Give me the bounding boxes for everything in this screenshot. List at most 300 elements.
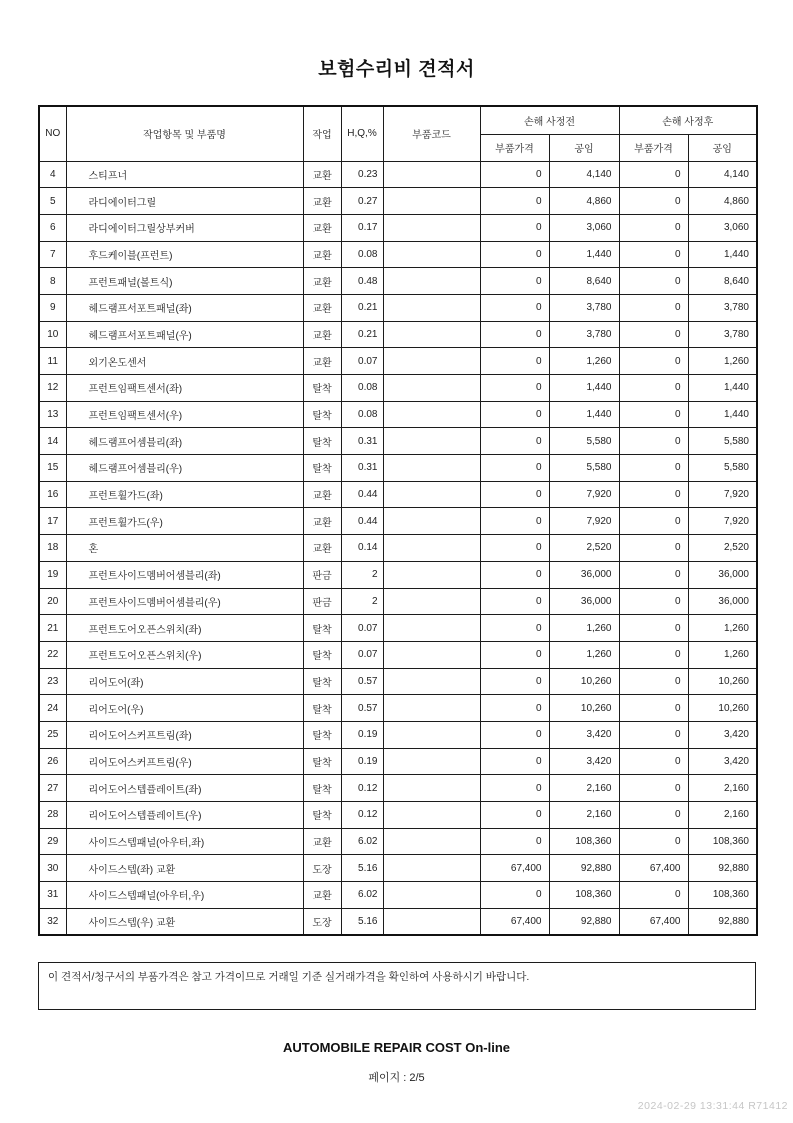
estimate-table: [38, 105, 758, 936]
cell-work-type: 탈착: [303, 428, 341, 455]
table-row: [39, 748, 757, 775]
table-row: [39, 641, 757, 668]
table-row: [39, 348, 757, 375]
cell-no: 30: [39, 855, 66, 882]
cell-item-name: 리어도어스텝플레이트(좌): [66, 775, 303, 802]
cell-item-name: 헤드램프서포트패널(좌): [66, 294, 303, 321]
table-row: [39, 721, 757, 748]
header-no: NO: [39, 106, 66, 161]
cell-hq-percent: 0.31: [341, 428, 383, 455]
table-row: [39, 188, 757, 215]
table-row: [39, 481, 757, 508]
cell-before-labor: 4,140: [549, 161, 619, 188]
cell-item-name: 프런트사이드멤버어셈블리(좌): [66, 561, 303, 588]
cell-item-name: 리어도어스텝플레이트(우): [66, 802, 303, 829]
cell-after-labor: 1,260: [688, 641, 757, 668]
cell-no: 17: [39, 508, 66, 535]
cell-before-part-price: 0: [480, 241, 549, 268]
cell-item-name: 후드케이블(프런트): [66, 241, 303, 268]
cell-before-part-price: 0: [480, 588, 549, 615]
table-row: [39, 161, 757, 188]
cell-after-labor: 108,360: [688, 828, 757, 855]
table-row: [39, 375, 757, 402]
cell-after-part-price: 0: [619, 428, 688, 455]
cell-item-name: 스티프너: [66, 161, 303, 188]
cell-item-name: 리어도어스커프트림(좌): [66, 721, 303, 748]
cell-before-labor: 3,420: [549, 721, 619, 748]
cell-after-part-price: 0: [619, 348, 688, 375]
cell-before-part-price: 0: [480, 428, 549, 455]
cell-work-type: 탈착: [303, 615, 341, 642]
cell-before-labor: 10,260: [549, 668, 619, 695]
cell-after-part-price: 0: [619, 615, 688, 642]
cell-part-code: [383, 641, 480, 668]
cell-before-part-price: 0: [480, 214, 549, 241]
cell-part-code: [383, 695, 480, 722]
cell-after-part-price: 0: [619, 214, 688, 241]
footer-brand: AUTOMOBILE REPAIR COST On-line: [282, 1040, 511, 1055]
cell-part-code: [383, 455, 480, 482]
notice-box: [38, 962, 756, 1010]
cell-before-labor: 7,920: [549, 481, 619, 508]
cell-before-part-price: 0: [480, 775, 549, 802]
cell-work-type: 교환: [303, 348, 341, 375]
cell-item-name: 프런트도어오픈스위치(좌): [66, 615, 303, 642]
cell-part-code: [383, 321, 480, 348]
table-row: [39, 561, 757, 588]
cell-part-code: [383, 748, 480, 775]
cell-hq-percent: 0.21: [341, 321, 383, 348]
cell-after-labor: 7,920: [688, 481, 757, 508]
cell-after-part-price: 0: [619, 321, 688, 348]
cell-item-name: 사이드스텝패널(아우터,우): [66, 882, 303, 909]
cell-after-part-price: 0: [619, 882, 688, 909]
cell-item-name: 혼: [66, 535, 303, 562]
cell-before-part-price: 0: [480, 828, 549, 855]
cell-after-labor: 3,420: [688, 748, 757, 775]
table-row: [39, 908, 757, 935]
cell-after-labor: 108,360: [688, 882, 757, 909]
cell-before-labor: 1,440: [549, 401, 619, 428]
cell-work-type: 탈착: [303, 668, 341, 695]
cell-hq-percent: 0.44: [341, 508, 383, 535]
table-header: [39, 106, 757, 161]
cell-no: 29: [39, 828, 66, 855]
cell-before-part-price: 0: [480, 882, 549, 909]
cell-item-name: 프런트도어오픈스위치(우): [66, 641, 303, 668]
cell-before-part-price: 0: [480, 695, 549, 722]
cell-before-labor: 36,000: [549, 561, 619, 588]
cell-before-labor: 10,260: [549, 695, 619, 722]
cell-work-type: 판금: [303, 588, 341, 615]
cell-hq-percent: 0.07: [341, 348, 383, 375]
table-row: [39, 695, 757, 722]
cell-after-part-price: 0: [619, 508, 688, 535]
cell-work-type: 탈착: [303, 695, 341, 722]
cell-hq-percent: 0.14: [341, 535, 383, 562]
cell-item-name: 헤드램프서포트패널(우): [66, 321, 303, 348]
cell-after-part-price: 0: [619, 641, 688, 668]
cell-part-code: [383, 802, 480, 829]
cell-hq-percent: 0.57: [341, 695, 383, 722]
cell-after-labor: 10,260: [688, 668, 757, 695]
cell-before-labor: 1,260: [549, 348, 619, 375]
cell-item-name: 프런트휠가드(좌): [66, 481, 303, 508]
cell-after-labor: 4,860: [688, 188, 757, 215]
cell-hq-percent: 0.08: [341, 241, 383, 268]
cell-item-name: 사이드스텝(좌) 교환: [66, 855, 303, 882]
header-before-labor: 공임: [549, 134, 619, 161]
header-part-code: 부품코드: [383, 106, 480, 161]
cell-work-type: 도장: [303, 908, 341, 935]
cell-item-name: 사이드스텝패널(아우터,좌): [66, 828, 303, 855]
cell-after-labor: 4,140: [688, 161, 757, 188]
cell-before-labor: 3,780: [549, 321, 619, 348]
cell-no: 21: [39, 615, 66, 642]
cell-work-type: 교환: [303, 882, 341, 909]
table-row: [39, 882, 757, 909]
cell-before-labor: 108,360: [549, 882, 619, 909]
cell-no: 7: [39, 241, 66, 268]
cell-item-name: 라디에이터그릴: [66, 188, 303, 215]
cell-work-type: 교환: [303, 321, 341, 348]
cell-after-labor: 1,440: [688, 375, 757, 402]
cell-before-part-price: 0: [480, 161, 549, 188]
cell-item-name: 사이드스텝(우) 교환: [66, 908, 303, 935]
cell-work-type: 탈착: [303, 641, 341, 668]
cell-after-part-price: 0: [619, 588, 688, 615]
cell-after-part-price: 0: [619, 481, 688, 508]
cell-after-part-price: 0: [619, 401, 688, 428]
cell-after-labor: 3,060: [688, 214, 757, 241]
cell-work-type: 교환: [303, 294, 341, 321]
table-row: [39, 455, 757, 482]
table-row: [39, 241, 757, 268]
cell-part-code: [383, 508, 480, 535]
cell-hq-percent: 0.21: [341, 294, 383, 321]
cell-before-labor: 1,440: [549, 241, 619, 268]
cell-no: 27: [39, 775, 66, 802]
cell-before-labor: 2,160: [549, 775, 619, 802]
table-row: [39, 508, 757, 535]
cell-hq-percent: 0.12: [341, 775, 383, 802]
cell-work-type: 교환: [303, 535, 341, 562]
cell-item-name: 리어도어(좌): [66, 668, 303, 695]
cell-no: 15: [39, 455, 66, 482]
cell-after-labor: 1,260: [688, 348, 757, 375]
cell-work-type: 탈착: [303, 775, 341, 802]
cell-no: 8: [39, 268, 66, 295]
cell-hq-percent: 0.08: [341, 401, 383, 428]
cell-before-labor: 7,920: [549, 508, 619, 535]
cell-before-labor: 5,580: [549, 428, 619, 455]
cell-item-name: 리어도어(우): [66, 695, 303, 722]
cell-after-labor: 5,580: [688, 455, 757, 482]
cell-part-code: [383, 294, 480, 321]
cell-no: 26: [39, 748, 66, 775]
cell-item-name: 프런트사이드멤버어셈블리(우): [66, 588, 303, 615]
cell-hq-percent: 0.12: [341, 802, 383, 829]
cell-item-name: 프런트휠가드(우): [66, 508, 303, 535]
table-row: [39, 828, 757, 855]
cell-hq-percent: 0.07: [341, 615, 383, 642]
cell-hq-percent: 0.48: [341, 268, 383, 295]
cell-hq-percent: 5.16: [341, 855, 383, 882]
cell-after-labor: 8,640: [688, 268, 757, 295]
cell-after-part-price: 0: [619, 695, 688, 722]
cell-part-code: [383, 721, 480, 748]
cell-before-part-price: 67,400: [480, 908, 549, 935]
cell-part-code: [383, 588, 480, 615]
cell-hq-percent: 0.17: [341, 214, 383, 241]
header-after-part-price: 부품가격: [619, 134, 688, 161]
cell-hq-percent: 0.44: [341, 481, 383, 508]
cell-part-code: [383, 775, 480, 802]
cell-hq-percent: 5.16: [341, 908, 383, 935]
cell-no: 6: [39, 214, 66, 241]
cell-item-name: 리어도어스커프트림(우): [66, 748, 303, 775]
cell-work-type: 탈착: [303, 748, 341, 775]
table-row: [39, 321, 757, 348]
header-hq: H,Q,%: [341, 106, 383, 161]
cell-before-labor: 3,060: [549, 214, 619, 241]
cell-after-part-price: 0: [619, 188, 688, 215]
cell-before-part-price: 0: [480, 481, 549, 508]
cell-no: 23: [39, 668, 66, 695]
cell-before-part-price: 0: [480, 294, 549, 321]
table-row: [39, 855, 757, 882]
cell-before-labor: 3,780: [549, 294, 619, 321]
cell-no: 25: [39, 721, 66, 748]
cell-before-part-price: 0: [480, 721, 549, 748]
cell-after-part-price: 0: [619, 668, 688, 695]
cell-work-type: 교환: [303, 268, 341, 295]
cell-before-labor: 92,880: [549, 855, 619, 882]
cell-work-type: 탈착: [303, 455, 341, 482]
cell-hq-percent: 0.23: [341, 161, 383, 188]
cell-before-part-price: 0: [480, 615, 549, 642]
cell-work-type: 탈착: [303, 721, 341, 748]
cell-no: 31: [39, 882, 66, 909]
cell-before-part-price: 0: [480, 348, 549, 375]
cell-before-labor: 3,420: [549, 748, 619, 775]
cell-work-type: 도장: [303, 855, 341, 882]
table-row: [39, 401, 757, 428]
cell-after-part-price: 0: [619, 241, 688, 268]
cell-before-labor: 2,520: [549, 535, 619, 562]
cell-no: 10: [39, 321, 66, 348]
cell-after-part-price: 0: [619, 748, 688, 775]
cell-item-name: 프런트임팩트센서(좌): [66, 375, 303, 402]
cell-no: 11: [39, 348, 66, 375]
notice-text: 이 견적서/청구서의 부품가격은 참고 가격이므로 거래일 기준 실거래가격을 확인하여 사용하시기 바랍니다.: [48, 971, 530, 983]
table-row: [39, 668, 757, 695]
cell-before-part-price: 0: [480, 508, 549, 535]
cell-hq-percent: 2: [341, 588, 383, 615]
cell-before-part-price: 0: [480, 455, 549, 482]
cell-part-code: [383, 561, 480, 588]
cell-no: 28: [39, 802, 66, 829]
cell-after-part-price: 0: [619, 455, 688, 482]
cell-after-part-price: 67,400: [619, 908, 688, 935]
cell-item-name: 헤드램프어셈블리(좌): [66, 428, 303, 455]
cell-no: 18: [39, 535, 66, 562]
header-before-part-price: 부품가격: [480, 134, 549, 161]
table-row: [39, 268, 757, 295]
cell-item-name: 외기온도센서: [66, 348, 303, 375]
cell-after-part-price: 0: [619, 294, 688, 321]
header-after-assessment: 손해 사정후: [619, 106, 757, 134]
cell-part-code: [383, 428, 480, 455]
cell-after-part-price: 0: [619, 775, 688, 802]
cell-before-labor: 1,440: [549, 375, 619, 402]
cell-after-labor: 1,440: [688, 401, 757, 428]
cell-before-part-price: 0: [480, 375, 549, 402]
cell-after-part-price: 0: [619, 828, 688, 855]
cell-part-code: [383, 908, 480, 935]
cell-after-labor: 92,880: [688, 908, 757, 935]
cell-after-part-price: 0: [619, 802, 688, 829]
cell-hq-percent: 0.08: [341, 375, 383, 402]
cell-part-code: [383, 535, 480, 562]
cell-before-part-price: 0: [480, 641, 549, 668]
table-row: [39, 214, 757, 241]
cell-after-labor: 3,780: [688, 321, 757, 348]
cell-after-labor: 1,260: [688, 615, 757, 642]
cell-before-labor: 8,640: [549, 268, 619, 295]
cell-hq-percent: 0.19: [341, 721, 383, 748]
cell-before-part-price: 0: [480, 268, 549, 295]
cell-work-type: 판금: [303, 561, 341, 588]
cell-item-name: 헤드램프어셈블리(우): [66, 455, 303, 482]
cell-item-name: 프런트패널(볼트식): [66, 268, 303, 295]
cell-before-part-price: 0: [480, 535, 549, 562]
footer-page-number: 페이지 : 2/5: [368, 1072, 425, 1084]
cell-work-type: 교환: [303, 241, 341, 268]
cell-before-part-price: 67,400: [480, 855, 549, 882]
cell-after-labor: 3,420: [688, 721, 757, 748]
cell-hq-percent: 0.19: [341, 748, 383, 775]
cell-part-code: [383, 241, 480, 268]
cell-part-code: [383, 214, 480, 241]
cell-hq-percent: 0.57: [341, 668, 383, 695]
cell-hq-percent: 0.27: [341, 188, 383, 215]
cell-after-part-price: 0: [619, 268, 688, 295]
cell-work-type: 탈착: [303, 802, 341, 829]
cell-part-code: [383, 668, 480, 695]
cell-before-part-price: 0: [480, 802, 549, 829]
cell-part-code: [383, 401, 480, 428]
cell-after-labor: 2,160: [688, 775, 757, 802]
cell-hq-percent: 0.31: [341, 455, 383, 482]
cell-no: 24: [39, 695, 66, 722]
header-before-assessment: 손해 사정전: [480, 106, 619, 134]
cell-after-labor: 10,260: [688, 695, 757, 722]
cell-work-type: 교환: [303, 188, 341, 215]
cell-before-labor: 2,160: [549, 802, 619, 829]
table-row: [39, 775, 757, 802]
cell-after-labor: 3,780: [688, 294, 757, 321]
cell-after-part-price: 0: [619, 375, 688, 402]
cell-before-part-price: 0: [480, 401, 549, 428]
cell-no: 16: [39, 481, 66, 508]
cell-after-part-price: 0: [619, 561, 688, 588]
cell-after-part-price: 0: [619, 535, 688, 562]
cell-part-code: [383, 268, 480, 295]
cell-hq-percent: 6.02: [341, 882, 383, 909]
cell-item-name: 라디에이터그릴상부커버: [66, 214, 303, 241]
cell-after-labor: 36,000: [688, 561, 757, 588]
cell-before-labor: 92,880: [549, 908, 619, 935]
cell-item-name: 프런트임팩트센서(우): [66, 401, 303, 428]
cell-part-code: [383, 375, 480, 402]
header-item: 작업항목 및 부품명: [66, 106, 303, 161]
header-work: 작업: [303, 106, 341, 161]
cell-part-code: [383, 481, 480, 508]
cell-before-part-price: 0: [480, 748, 549, 775]
table-row: [39, 535, 757, 562]
cell-after-part-price: 67,400: [619, 855, 688, 882]
cell-work-type: 교환: [303, 481, 341, 508]
cell-part-code: [383, 188, 480, 215]
cell-before-labor: 108,360: [549, 828, 619, 855]
table-row: [39, 588, 757, 615]
cell-no: 22: [39, 641, 66, 668]
cell-no: 13: [39, 401, 66, 428]
table-row: [39, 615, 757, 642]
page-title: 보험수리비 견적서: [318, 59, 475, 80]
cell-after-labor: 92,880: [688, 855, 757, 882]
cell-after-labor: 2,160: [688, 802, 757, 829]
cell-before-part-price: 0: [480, 561, 549, 588]
cell-part-code: [383, 882, 480, 909]
cell-work-type: 탈착: [303, 401, 341, 428]
cell-before-part-price: 0: [480, 321, 549, 348]
cell-after-part-price: 0: [619, 721, 688, 748]
cell-after-labor: 7,920: [688, 508, 757, 535]
cell-no: 5: [39, 188, 66, 215]
cell-no: 14: [39, 428, 66, 455]
cell-work-type: 교환: [303, 214, 341, 241]
table-row: [39, 428, 757, 455]
cell-no: 9: [39, 294, 66, 321]
cell-before-labor: 4,860: [549, 188, 619, 215]
cell-after-labor: 5,580: [688, 428, 757, 455]
cell-part-code: [383, 348, 480, 375]
cell-before-labor: 36,000: [549, 588, 619, 615]
cell-work-type: 교환: [303, 508, 341, 535]
cell-work-type: 교환: [303, 828, 341, 855]
cell-before-labor: 5,580: [549, 455, 619, 482]
cell-part-code: [383, 615, 480, 642]
cell-before-labor: 1,260: [549, 615, 619, 642]
cell-no: 19: [39, 561, 66, 588]
header-after-labor: 공임: [688, 134, 757, 161]
cell-hq-percent: 0.07: [341, 641, 383, 668]
cell-after-labor: 1,440: [688, 241, 757, 268]
cell-part-code: [383, 161, 480, 188]
table-row: [39, 802, 757, 829]
timestamp-watermark: 2024-02-29 13:31:44 R71412: [637, 1100, 788, 1112]
cell-before-part-price: 0: [480, 188, 549, 215]
cell-hq-percent: 2: [341, 561, 383, 588]
cell-after-labor: 2,520: [688, 535, 757, 562]
table-row: [39, 294, 757, 321]
cell-no: 12: [39, 375, 66, 402]
cell-work-type: 교환: [303, 161, 341, 188]
cell-hq-percent: 6.02: [341, 828, 383, 855]
cell-part-code: [383, 855, 480, 882]
